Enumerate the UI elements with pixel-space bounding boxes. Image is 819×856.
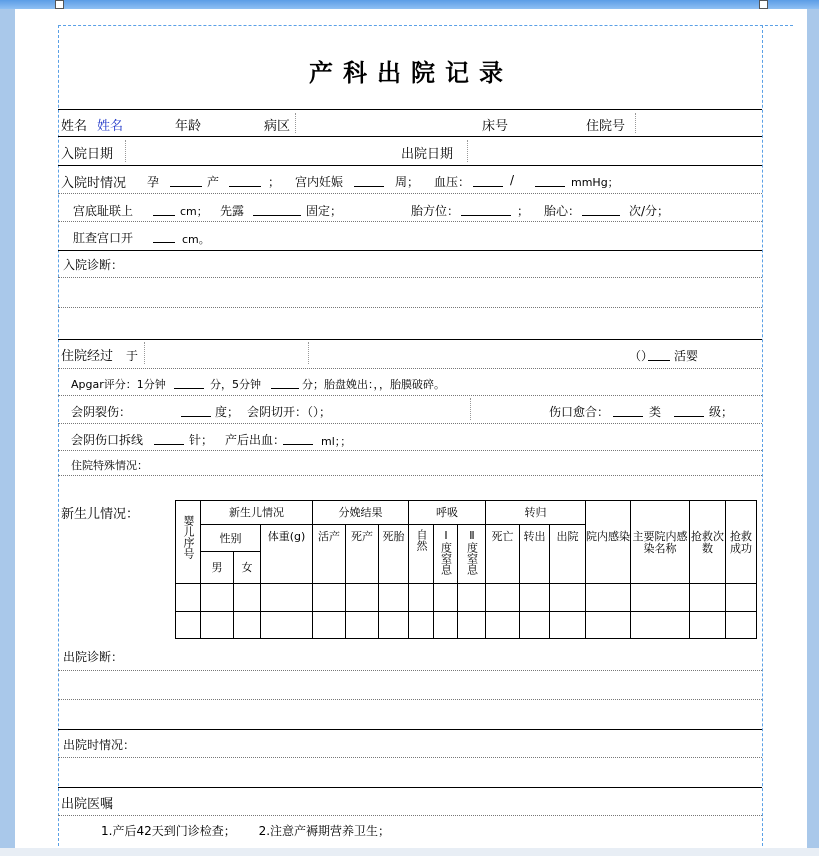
- ml-label: ml；；: [321, 435, 352, 448]
- document-page: [15, 9, 807, 856]
- col-outcome-group: 转归: [486, 501, 586, 525]
- suture-field[interactable]: [154, 430, 184, 445]
- week-label: 周；: [395, 175, 420, 189]
- top-ruler: [0, 0, 819, 9]
- admit-diagnosis-label: 入院诊断：: [63, 258, 124, 272]
- presentation-field[interactable]: [253, 201, 301, 216]
- col-dead: 死产: [346, 525, 379, 584]
- pph-label: 产后出血：: [225, 433, 286, 447]
- col-male: 男: [201, 552, 234, 584]
- gestation-label: 宫内妊娠: [295, 175, 344, 189]
- bp-label: 血压：: [434, 175, 471, 189]
- sep: ；: [268, 175, 281, 189]
- live-baby-label: 活婴: [674, 349, 699, 363]
- admit-date-label: 入院日期: [61, 147, 114, 162]
- col-breath-group: 呼吸: [409, 501, 486, 525]
- ruler-marker-left[interactable]: [55, 0, 64, 9]
- course-label: 住院经过: [61, 349, 114, 364]
- stitch-label: 针；: [189, 433, 214, 447]
- apgar-5min-field[interactable]: [271, 374, 299, 389]
- yu-label: 于: [126, 349, 139, 363]
- table-row: [176, 612, 757, 639]
- name-field[interactable]: 姓名: [97, 119, 124, 134]
- age-label: 年龄: [175, 119, 202, 134]
- admission-label: 入院时情况: [61, 176, 127, 191]
- gravida-field[interactable]: [170, 172, 202, 187]
- col-death: 死亡: [486, 525, 520, 584]
- col-weight: 体重(g): [261, 525, 313, 584]
- discharge-date-label: 出院日期: [401, 147, 454, 162]
- bp-systolic-field[interactable]: [473, 172, 503, 187]
- suture-label: 会阴伤口拆线: [71, 433, 144, 447]
- discharge-diagnosis-label: 出院诊断：: [63, 650, 124, 664]
- rectal-label: 肛查宫口开: [73, 231, 134, 245]
- perineal-label: 会阴裂伤：: [71, 405, 132, 419]
- cm-label: cm；: [180, 205, 208, 218]
- para-label: 产: [207, 175, 220, 189]
- para-field[interactable]: [229, 172, 261, 187]
- fetal-position-label: 胎方位：: [411, 204, 460, 218]
- fundus-field[interactable]: [153, 201, 175, 216]
- presentation-label: 先露: [220, 204, 245, 218]
- col-transfer: 转出: [520, 525, 550, 584]
- col-infant-no: 婴儿序号: [182, 515, 195, 559]
- fhr-field[interactable]: [582, 201, 620, 216]
- scroll-area-right: [807, 9, 819, 856]
- fundus-label: 宫底耻联上: [73, 204, 134, 218]
- col-live: 活产: [313, 525, 346, 584]
- advice-text: 1.产后42天到门诊检查； 2.注意产褥期营养卫生；: [101, 824, 391, 838]
- live-baby-count-field[interactable]: [648, 346, 670, 361]
- level-label: 级；: [709, 405, 734, 419]
- col-delivery-group: 分娩结果: [313, 501, 409, 525]
- newborn-table: [175, 500, 757, 639]
- paren-label: （）: [629, 349, 654, 363]
- mmhg-label: mmHg；: [571, 176, 619, 189]
- col-infection-name: 主要院内感染名称: [631, 501, 690, 584]
- per-min-label: 次/分；: [629, 204, 670, 218]
- col-sex: 性别: [201, 525, 261, 552]
- col-asphyxia2: Ⅱ度窒息: [465, 529, 479, 575]
- ward-label: 病区: [264, 119, 291, 134]
- apgar-min-label: 分，5分钟: [210, 378, 261, 391]
- wound-type-field[interactable]: [613, 402, 643, 417]
- fixed-label: 固定；: [306, 204, 343, 218]
- gravida-label: 孕: [147, 175, 160, 189]
- margin-guide-right: [762, 25, 763, 856]
- perineal-field[interactable]: [181, 402, 211, 417]
- margin-guide-left: [58, 25, 59, 856]
- table-row: [176, 584, 757, 612]
- hospital-no-label: 住院号: [586, 119, 626, 134]
- col-rescue-success: 抢救成功: [726, 501, 757, 584]
- apgar-label: Apgar评分：1分钟: [71, 378, 166, 391]
- ruler-marker-right[interactable]: [759, 0, 768, 9]
- newborn-section-label: 新生儿情况：: [61, 507, 140, 522]
- wound-label: 伤口愈合：: [549, 405, 610, 419]
- col-rescue-times: 抢救次数: [690, 501, 726, 584]
- rectal-field[interactable]: [153, 228, 175, 243]
- name-label: 姓名: [61, 119, 88, 134]
- bed-label: 床号: [482, 119, 509, 134]
- degree-label: 度；: [215, 405, 240, 419]
- wound-level-field[interactable]: [674, 402, 704, 417]
- type-label: 类: [649, 405, 662, 419]
- col-infection: 院内感染: [586, 501, 631, 584]
- bp-diastolic-field[interactable]: [535, 172, 565, 187]
- col-female: 女: [234, 552, 261, 584]
- cm-label: cm。: [182, 233, 210, 246]
- fhr-label: 胎心：: [544, 204, 581, 218]
- fetal-position-field[interactable]: [461, 201, 511, 216]
- sep: ；: [517, 204, 530, 218]
- page-title: 产科出院记录: [309, 58, 513, 87]
- pph-field[interactable]: [283, 430, 313, 445]
- gestation-weeks-field[interactable]: [354, 172, 384, 187]
- col-stillbirth: 死胎: [379, 525, 409, 584]
- col-asphyxia1: Ⅰ度窒息: [439, 529, 453, 575]
- col-discharge: 出院: [550, 525, 586, 584]
- episiotomy-label: 会阴切开：（）；: [247, 405, 332, 419]
- col-natural: 自然: [415, 529, 428, 551]
- advice-label: 出院医嘱: [61, 797, 114, 812]
- apgar-1min-field[interactable]: [174, 374, 204, 389]
- margin-guide-top: [58, 25, 793, 26]
- bp-slash: /: [510, 173, 515, 187]
- bottom-strip: [0, 848, 819, 856]
- special-label: 住院特殊情况：: [71, 459, 148, 472]
- discharge-condition-label: 出院时情况：: [63, 738, 136, 752]
- col-newborn-group: 新生儿情况: [201, 501, 313, 525]
- apgar-tail-label: 分；胎盘娩出：，，胎膜破碎。: [302, 378, 445, 391]
